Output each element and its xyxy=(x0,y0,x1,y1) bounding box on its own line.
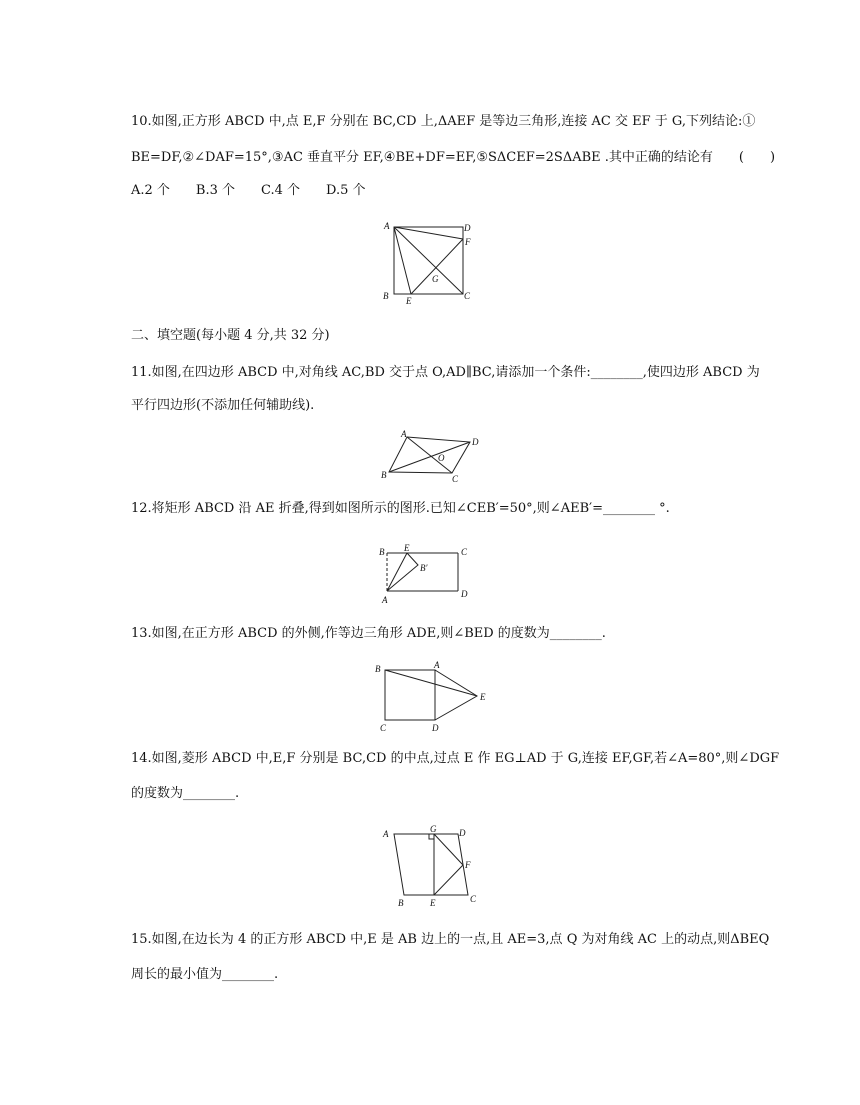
label-f: F xyxy=(465,237,471,247)
q13-text-line1: 13.如图,在正方形 ABCD 的外侧,作等边三角形 ADE,则∠BED 的度数为________. xyxy=(131,626,606,641)
label-f: F xyxy=(465,860,471,870)
right-angle-mark xyxy=(429,834,434,839)
label-a: A xyxy=(401,429,407,439)
label-d: D xyxy=(461,589,468,599)
label-b-prime: B′ xyxy=(420,563,428,573)
label-a: A xyxy=(384,221,390,231)
segment-ef xyxy=(434,865,463,895)
label-a: A xyxy=(434,660,440,670)
label-d: D xyxy=(472,437,479,447)
label-e: E xyxy=(404,543,410,553)
q14-text-line2: 的度数为________. xyxy=(131,786,240,801)
q10-text-line1: 10.如图,正方形 ABCD 中,点 E,F 分别在 BC,CD 上,ΔAEF 是等边三角形,连接 AC 交 EF 于 G,下列结论:① xyxy=(131,114,756,129)
label-e: E xyxy=(480,692,486,702)
segment-ae xyxy=(394,227,411,294)
label-b: B xyxy=(381,470,387,480)
q10-options: A.2 个 B.3 个 C.4 个 D.5 个 xyxy=(131,183,366,198)
q10-text-line2: BE=DF,②∠DAF=15°,③AC 垂直平分 EF,④BE+DF=EF,⑤SΔCEF=2SΔABE .其中正确的结论有 ( ) xyxy=(131,150,776,165)
q15-text-line1: 15.如图,在边长为 4 的正方形 ABCD 中,E 是 AB 边上的一点,且 AE=3,点 Q 为对角线 AC 上的动点,则ΔBEQ xyxy=(131,932,770,947)
label-g: G xyxy=(430,824,437,834)
q11-text-line2: 平行四边形(不添加任何辅助线). xyxy=(131,398,315,413)
section-fill-in-header: 二、填空题(每小题 4 分,共 32 分) xyxy=(131,328,330,343)
label-b: B xyxy=(398,898,404,908)
label-b: B xyxy=(375,664,381,674)
q14-text-line1: 14.如图,菱形 ABCD 中,E,F 分别是 BC,CD 的中点,过点 E 作 EG⊥AD 于 G,连接 EF,GF,若∠A=80°,则∠DGF xyxy=(131,751,780,766)
q13-square-triangle-figure xyxy=(370,660,490,734)
label-a: A xyxy=(382,595,388,605)
label-e: E xyxy=(406,296,412,306)
q14-rhombus-figure xyxy=(378,822,488,910)
label-d: D xyxy=(432,723,439,733)
label-c: C xyxy=(461,547,468,557)
q11-text-line1: 11.如图,在四边形 ABCD 中,对角线 AC,BD 交于点 O,AD∥BC,请添加一个条件:________,使四边形 ABCD 为 xyxy=(131,365,760,380)
label-o: O xyxy=(438,453,445,463)
diagonal-ac xyxy=(407,437,452,473)
label-d: D xyxy=(459,828,466,838)
label-b: B xyxy=(379,547,385,557)
fold-line-ae xyxy=(387,553,407,591)
label-a: A xyxy=(383,829,389,839)
label-c: C xyxy=(464,291,471,301)
label-b: B xyxy=(383,291,389,301)
q11-parallelogram-figure xyxy=(380,428,485,484)
q12-text-line1: 12.将矩形 ABCD 沿 AE 折叠,得到如图所示的图形.已知∠CEB′=50°,则∠AEB′=________ °. xyxy=(131,501,670,516)
segment-be xyxy=(385,670,477,696)
rhombus-abcd xyxy=(394,834,468,895)
q10-square-figure xyxy=(380,220,475,306)
diagonal-bd xyxy=(389,442,470,472)
triangle-ade xyxy=(435,670,477,720)
folded-triangle xyxy=(387,553,418,591)
label-g: G xyxy=(432,274,439,284)
q15-text-line2: 周长的最小值为________. xyxy=(131,967,279,982)
label-c: C xyxy=(470,894,477,904)
label-e: E xyxy=(430,898,436,908)
label-c: C xyxy=(452,474,459,484)
label-c: C xyxy=(380,723,387,733)
label-d: D xyxy=(464,223,471,233)
q12-fold-figure xyxy=(376,543,476,607)
